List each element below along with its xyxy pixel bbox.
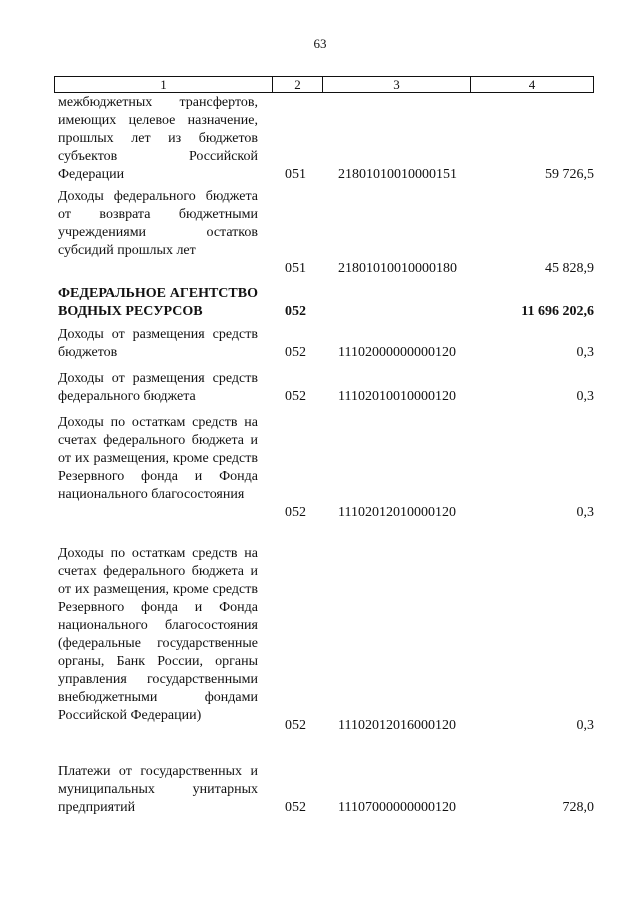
- table-row-agency: [58, 285, 594, 321]
- row-admin-code: 052: [285, 505, 306, 520]
- row-description: межбюджетных трансфертов, имеющих целевое назначение, прошлых лет из бюджетов субъектов Российской Федерации: [58, 95, 258, 182]
- row-amount: 728,0: [562, 800, 594, 815]
- row-admin-code: 052: [285, 800, 306, 815]
- row-classification-code: 11102012016000120: [338, 718, 456, 733]
- row-classification-code: 11102012010000120: [338, 505, 456, 520]
- row-amount: 0,3: [576, 505, 594, 520]
- table-row: [58, 94, 594, 184]
- row-description: Доходы от размещения средств федерального бюджета: [58, 371, 258, 404]
- row-classification-code: 21801010010000151: [338, 167, 457, 182]
- row-amount: 11 696 202,6: [521, 304, 594, 319]
- header-col-1: 1: [55, 77, 273, 92]
- row-amount: 0,3: [576, 718, 594, 733]
- row-classification-code: 11102000000000120: [338, 345, 456, 360]
- row-description: Доходы от размещения средств бюджетов: [58, 327, 258, 360]
- row-classification-code: 11107000000000120: [338, 800, 456, 815]
- table-row: [58, 763, 594, 817]
- table-row: [58, 370, 594, 406]
- table-header: [54, 76, 594, 93]
- header-col-3: 3: [323, 77, 471, 92]
- row-description: Доходы федерального бюджета от возврата бюджетными учреждениями остатков субсидий прошлых лет: [58, 189, 258, 258]
- row-admin-code: 052: [285, 304, 306, 319]
- table-row: [58, 414, 594, 522]
- row-admin-code: 052: [285, 718, 306, 733]
- row-classification-code: 21801010010000180: [338, 261, 457, 276]
- page-number: 63: [313, 36, 327, 51]
- row-amount: 45 828,9: [545, 261, 594, 276]
- row-admin-code: 052: [285, 389, 306, 404]
- row-description: Доходы по остаткам средств на счетах федерального бюджета и от их размещения, кроме средств Резервного фонда и Фонда национального благосостояния (федеральные государственные органы, Банк России, органы управления государственными внебюджетными фондами Российской Федерации): [58, 546, 258, 723]
- table-row: [58, 545, 594, 735]
- row-admin-code: 051: [285, 261, 306, 276]
- table-row: [58, 188, 594, 278]
- row-amount: 0,3: [576, 389, 594, 404]
- header-col-4: 4: [528, 77, 536, 92]
- row-admin-code: 052: [285, 345, 306, 360]
- header-col-2: 2: [273, 77, 323, 92]
- row-amount: 59 726,5: [545, 167, 594, 182]
- row-classification-code: 11102010010000120: [338, 389, 456, 404]
- table-row: [58, 326, 594, 362]
- row-description: ФЕДЕРАЛЬНОЕ АГЕНТСТВО ВОДНЫХ РЕСУРСОВ: [58, 286, 258, 319]
- row-amount: 0,3: [576, 345, 594, 360]
- row-admin-code: 051: [285, 167, 306, 182]
- row-description: Платежи от государственных и муниципальных унитарных предприятий: [58, 764, 258, 815]
- row-description: Доходы по остаткам средств на счетах федерального бюджета и от их размещения, кроме средств Резервного фонда и Фонда национального благосостояния: [58, 415, 258, 502]
